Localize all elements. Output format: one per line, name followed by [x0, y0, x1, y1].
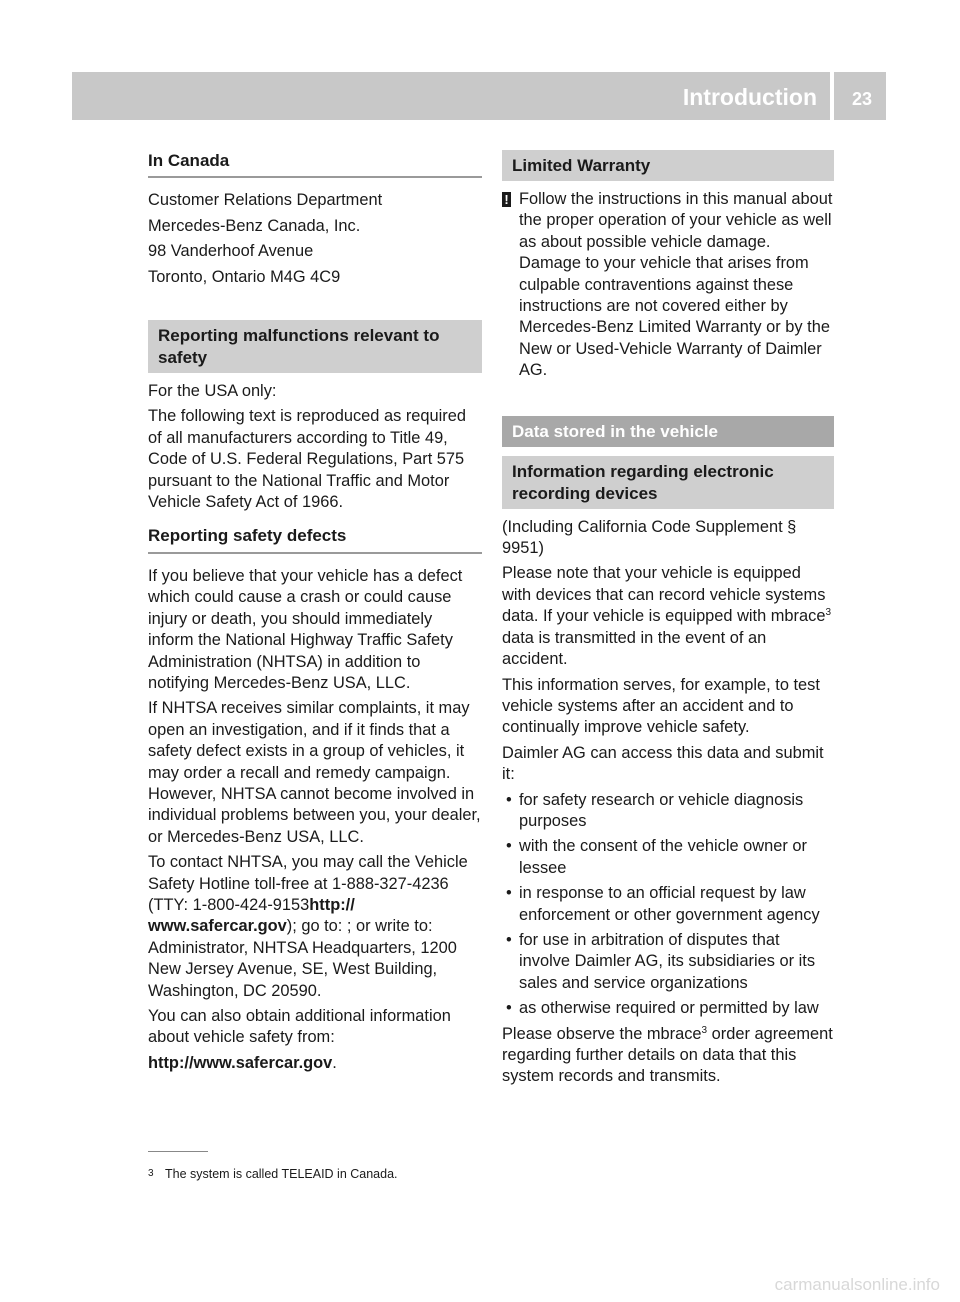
footnote-ref: 3	[825, 607, 831, 619]
address-line: Mercedes-Benz Canada, Inc.	[148, 216, 361, 235]
left-column	[148, 150, 482, 1078]
bullet: •	[506, 790, 512, 809]
bullet: •	[506, 930, 512, 949]
defects-paragraph: If you believe that your vehicle has a defect which could cause a crash or could cause injury or death, you should immediately inform the National Highway Traffic Safety Administration (NHTSA) in addition to notifying Mercedes-Benz USA, LLC.	[148, 566, 463, 692]
contact-text: ); go to: ; or write to: Administrator, NHTSA Headquarters, 1200 New Jersey Avenue, SE, West Building, Washington, DC 20590.	[148, 917, 457, 1000]
list-item	[502, 998, 834, 1019]
footnote	[148, 1166, 398, 1182]
access-paragraph: Daimler AG can access this data and submit it:	[502, 743, 824, 784]
malfunctions-heading: Reporting malfunctions relevant to safety	[148, 320, 482, 373]
observe-text: Please observe the mbrace	[502, 1024, 702, 1043]
including-text: (Including California Code Supplement § 9951)	[502, 517, 797, 558]
bullet: •	[506, 999, 512, 1018]
canada-heading: In Canada	[148, 150, 482, 178]
equipped-paragraph	[502, 563, 834, 670]
warranty-heading: Limited Warranty	[502, 150, 834, 181]
footnote-ref: 3	[701, 1024, 708, 1036]
contact-paragraph	[148, 852, 482, 1002]
bullet: •	[506, 837, 512, 856]
period: .	[332, 1053, 337, 1072]
footnote-text: The system is called TELEAID in Canada.	[165, 1167, 398, 1181]
list-item	[502, 836, 834, 879]
list-item	[502, 883, 834, 926]
safercar-link[interactable]: http:// www.safercar.gov	[148, 895, 355, 936]
final-link-line	[148, 1053, 482, 1074]
footnote-rule	[148, 1151, 208, 1152]
list-item-text: for safety research or vehicle diagnosis purposes	[519, 790, 804, 830]
list-item	[502, 930, 834, 994]
warranty-text: Follow the instructions in this manual about the proper operation of your vehicle as well as about possible vehicle damage. Damage to your vehicle that arises from culpable contraventions against these instructions are not covered either by Mercedes-Benz Limited Warranty or by the New or Used-Vehicle Warranty of Daimler AG.	[519, 190, 833, 380]
warranty-notice	[502, 189, 834, 382]
observe-text: order agreement regarding further details on data that this system records and transmits.	[502, 1024, 833, 1086]
usa-only: For the USA only:	[148, 382, 277, 401]
observe-paragraph	[502, 1024, 834, 1088]
list-item-text: with the consent of the vehicle owner or lessee	[519, 837, 807, 877]
warning-icon: !	[502, 192, 511, 207]
contact-text: To contact NHTSA, you may call the Vehicle Safety Hotline toll-free at 1-888-327-4236 (TTY: 1-800-424-9153	[148, 853, 468, 914]
address-line: Customer Relations Department	[148, 191, 383, 210]
defects-paragraph: If NHTSA receives similar complaints, it may open an investigation, and if it finds that a safety defect exists in a group of vehicles, it may order a recall and remedy campaign. However, NHTSA cannot become involved in individual problems between you, your dealer, or Mercedes-Benz USA, LLC.	[148, 699, 481, 846]
info-heading: Information regarding electronic recording devices	[502, 456, 834, 509]
defects-heading: Reporting safety defects	[148, 525, 482, 553]
address-line: 98 Vanderhoof Avenue	[148, 242, 314, 261]
header-divider	[830, 72, 834, 120]
equipped-text: Please note that your vehicle is equipped with devices that can record vehicle systems data. If your vehicle is equipped with mbrace	[502, 564, 826, 626]
equipped-text: data is transmitted in the event of an accident.	[502, 628, 767, 669]
watermark: carmanualsonline.info	[774, 1275, 940, 1294]
purpose-paragraph: This information serves, for example, to test vehicle systems after an accident and to continually improve vehicle safety.	[502, 675, 820, 737]
section-title: Introduction	[682, 84, 817, 110]
address-line: Toronto, Ontario M4G 4C9	[148, 267, 341, 286]
bullet: •	[506, 884, 512, 903]
data-stored-heading: Data stored in the vehicle	[502, 416, 834, 447]
list-item-text: for use in arbitration of disputes that involve Daimler AG, its subsidiaries or its sales and service organizations	[519, 930, 816, 992]
page-number: 23	[852, 89, 873, 109]
right-column	[502, 150, 834, 1092]
canada-address	[148, 190, 482, 288]
list-item	[502, 790, 834, 833]
list-item-text: as otherwise required or permitted by law	[519, 999, 819, 1018]
footnote-number: 3	[148, 1168, 154, 1179]
reproduced-text: The following text is reproduced as required of all manufacturers according to Title 49, Code of U.S. Federal Regulations, Part 575 pursuant to the National Traffic and Motor Vehicle Safety Act of 1966.	[148, 407, 466, 512]
additional-info: You can also obtain additional information about vehicle safety from:	[148, 1007, 451, 1047]
access-list	[502, 790, 834, 1020]
list-item-text: in response to an official request by law enforcement or other government agency	[519, 884, 820, 924]
safercar-link[interactable]: http://www.safercar.gov	[148, 1053, 333, 1072]
